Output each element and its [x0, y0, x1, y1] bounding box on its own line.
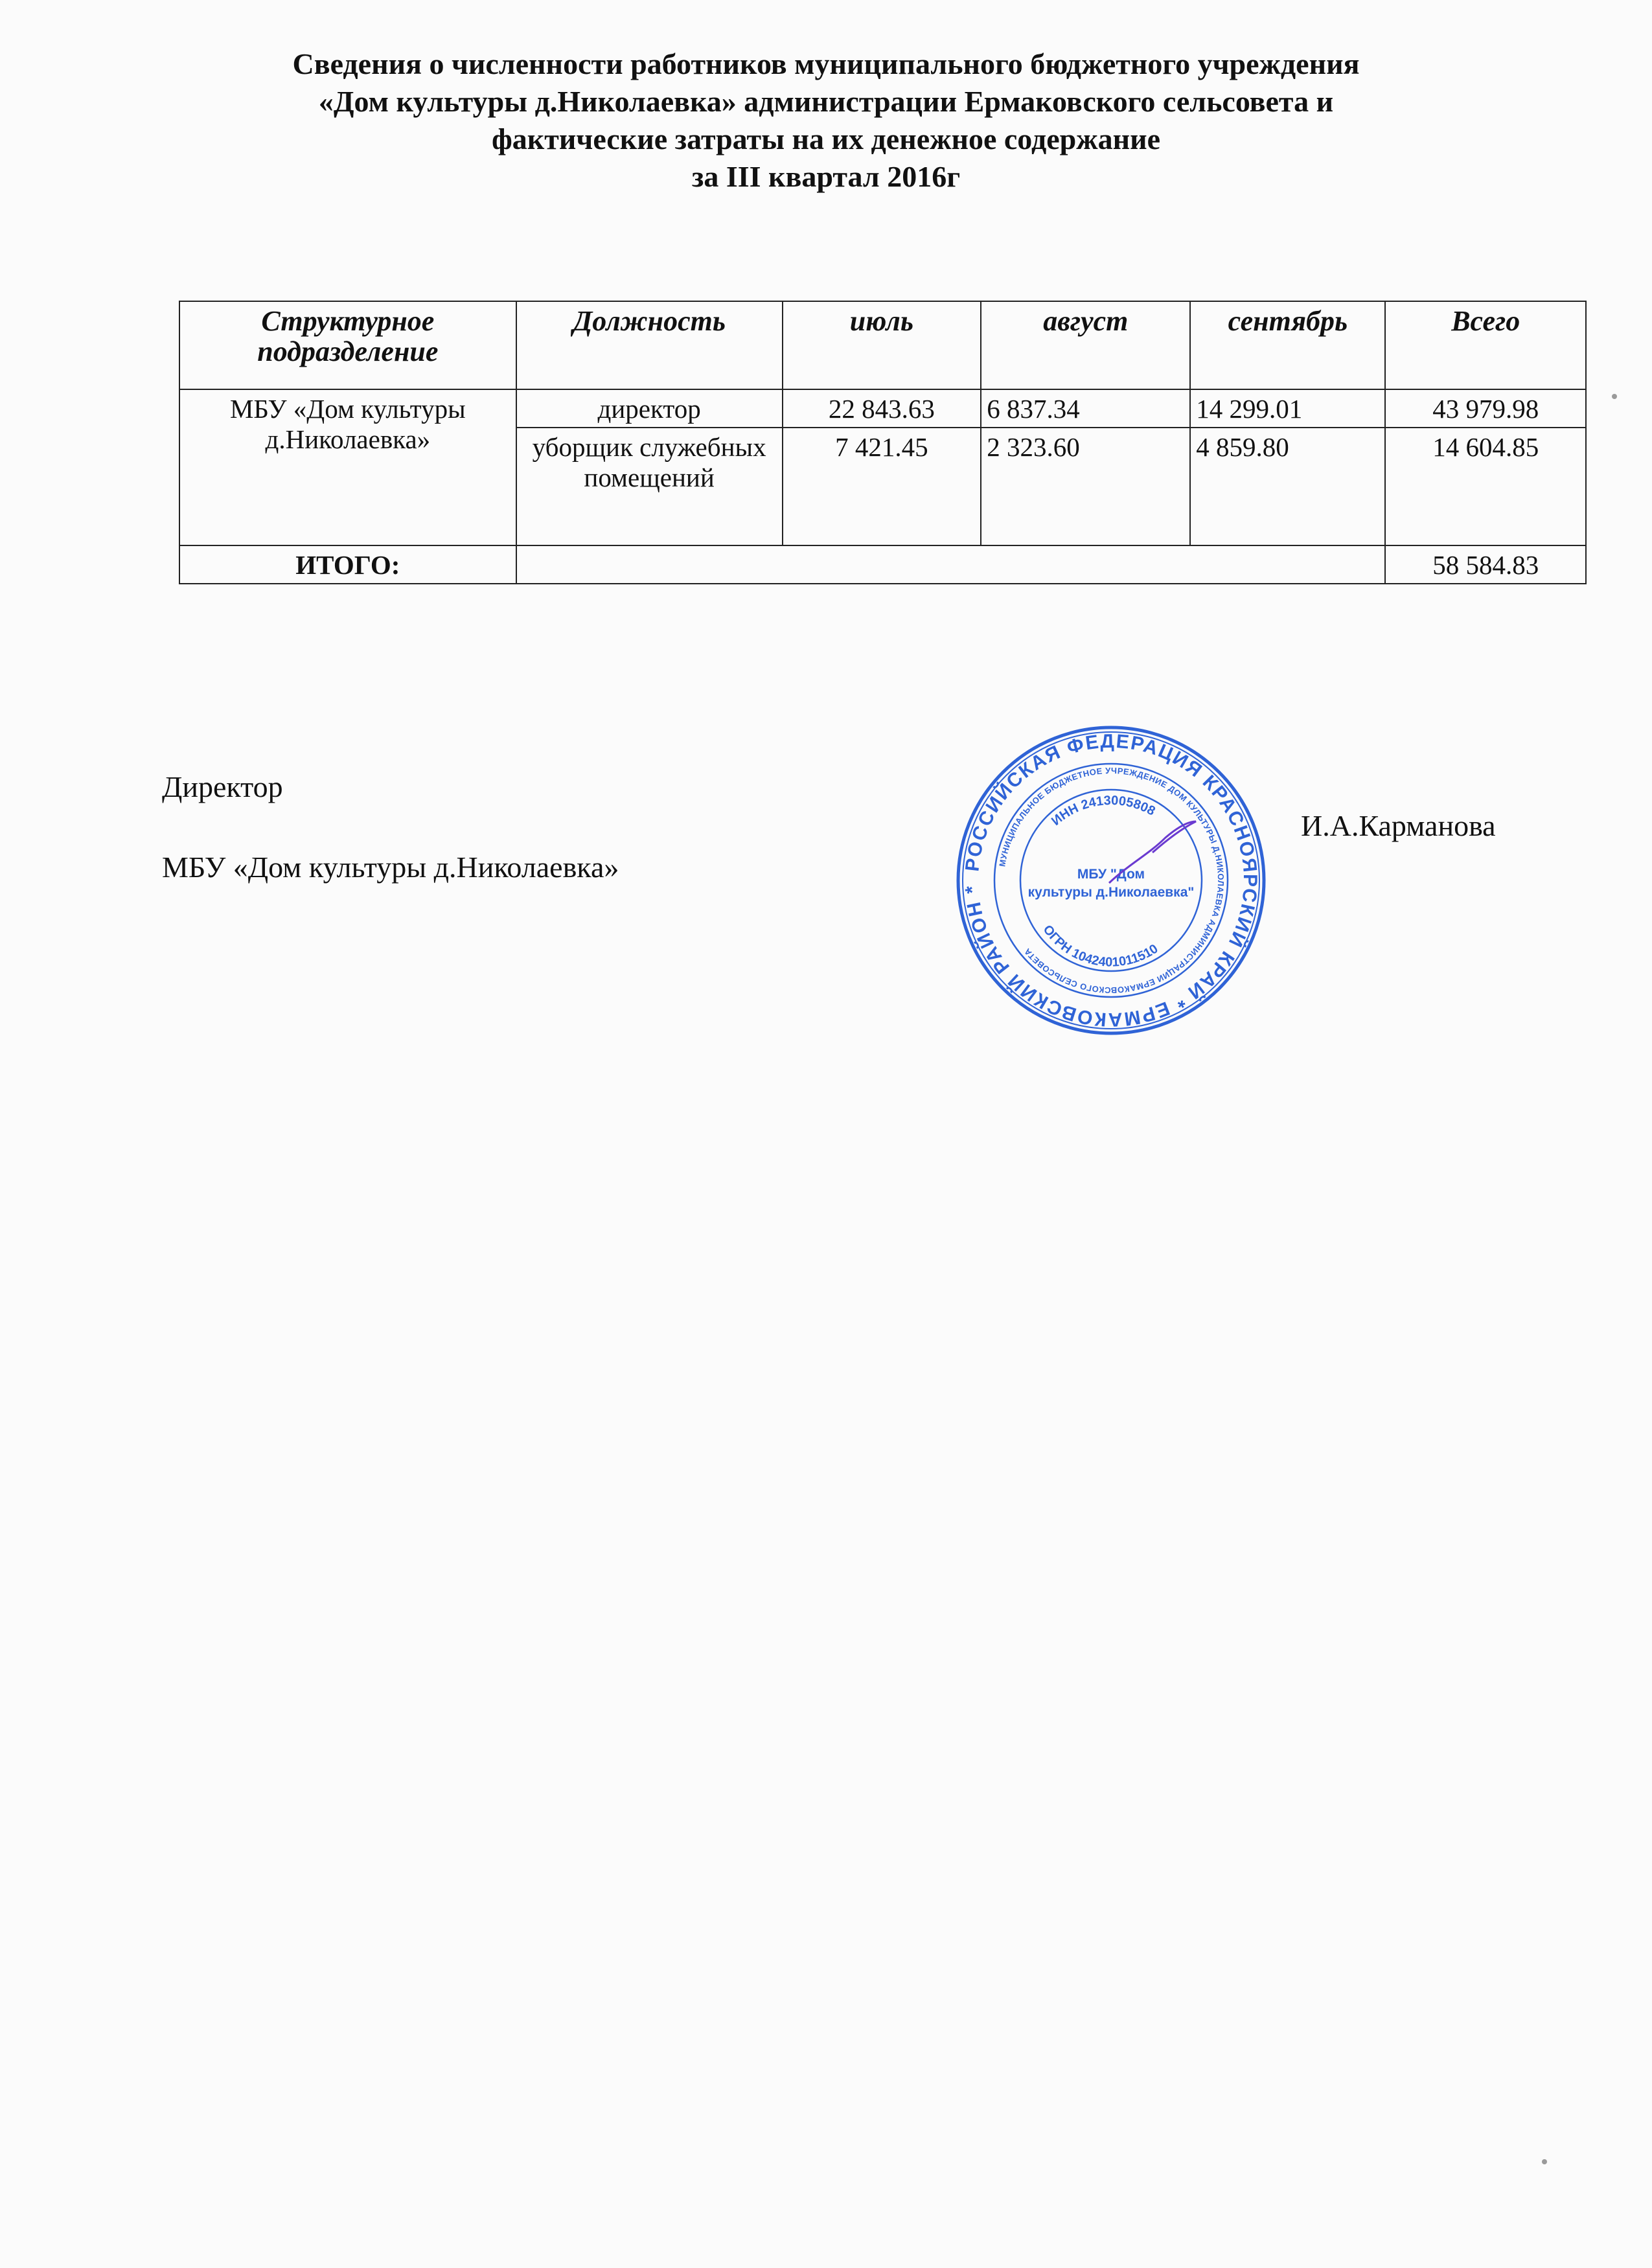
stamp-ogrn: ОГРН 1042401011510 [1040, 922, 1161, 970]
grand-total-row [179, 545, 1586, 584]
stamp-inner-text: МУНИЦИПАЛЬНОЕ БЮДЖЕТНОЕ УЧРЕЖДЕНИЕ ДОМ КУЛЬТУРЫ Д.НИКОЛАЕВКА АДМИНИСТРАЦИИ ЕРМАКОВСКОГО СЕЛЬСОВЕТА [997, 765, 1226, 996]
title-line-4: за III квартал 2016г [691, 160, 961, 193]
paper-speck [1612, 394, 1617, 399]
header-division: Структурное подразделение [179, 301, 516, 389]
header-august: август [981, 301, 1190, 389]
header-september: сентябрь [1190, 301, 1385, 389]
signer-organization: МБУ «Дом культуры д.Николаевка» [162, 851, 619, 884]
title-line-2: «Дом культуры д.Николаевка» администрации Ермаковского сельсовета и [318, 85, 1334, 118]
header-position: Должность [516, 301, 783, 389]
total-cell: 14 604.85 [1385, 428, 1586, 545]
official-stamp-icon [955, 724, 1267, 1037]
stamp-inn: ИНН 2413005808 [1049, 793, 1158, 829]
stamp-outer-text: РОССИЙСКАЯ ФЕДЕРАЦИЯ КРАСНОЯРСКИЙ КРАЙ * ЕРМАКОВСКИЙ РАЙОН * [961, 730, 1261, 1031]
grand-total-spacer [516, 545, 1386, 584]
july-cell: 22 843.63 [783, 389, 981, 428]
header-july: июль [783, 301, 981, 389]
position-cell: уборщик служебных помещений [516, 428, 783, 545]
july-cell: 7 421.45 [783, 428, 981, 545]
september-cell: 4 859.80 [1190, 428, 1385, 545]
grand-total-label: ИТОГО: [179, 545, 516, 584]
total-cell: 43 979.98 [1385, 389, 1586, 428]
august-cell: 2 323.60 [981, 428, 1190, 545]
position-cell: директор [516, 389, 783, 428]
table-row [179, 389, 1586, 428]
stamp-center-line-1: МБУ "Дом [1077, 867, 1145, 882]
september-cell: 14 299.01 [1190, 389, 1385, 428]
header-total: Всего [1385, 301, 1586, 389]
august-cell: 6 837.34 [981, 389, 1190, 428]
title-line-1: Сведения о численности работников муниципального бюджетного учреждения [292, 47, 1360, 80]
stamp-center-line-2: культуры д.Николаевка" [1027, 885, 1195, 900]
grand-total-value: 58 584.83 [1385, 545, 1586, 584]
paper-speck [1542, 2159, 1547, 2164]
document-title [117, 45, 1535, 196]
table-header-row [179, 301, 1586, 389]
signer-role: Директор [162, 770, 283, 803]
signer-name: И.А.Карманова [1301, 809, 1496, 842]
title-line-3: фактические затраты на их денежное содержание [491, 122, 1161, 155]
staff-cost-table [179, 301, 1587, 584]
division-cell: МБУ «Дом культуры д.Николаевка» [179, 389, 516, 545]
